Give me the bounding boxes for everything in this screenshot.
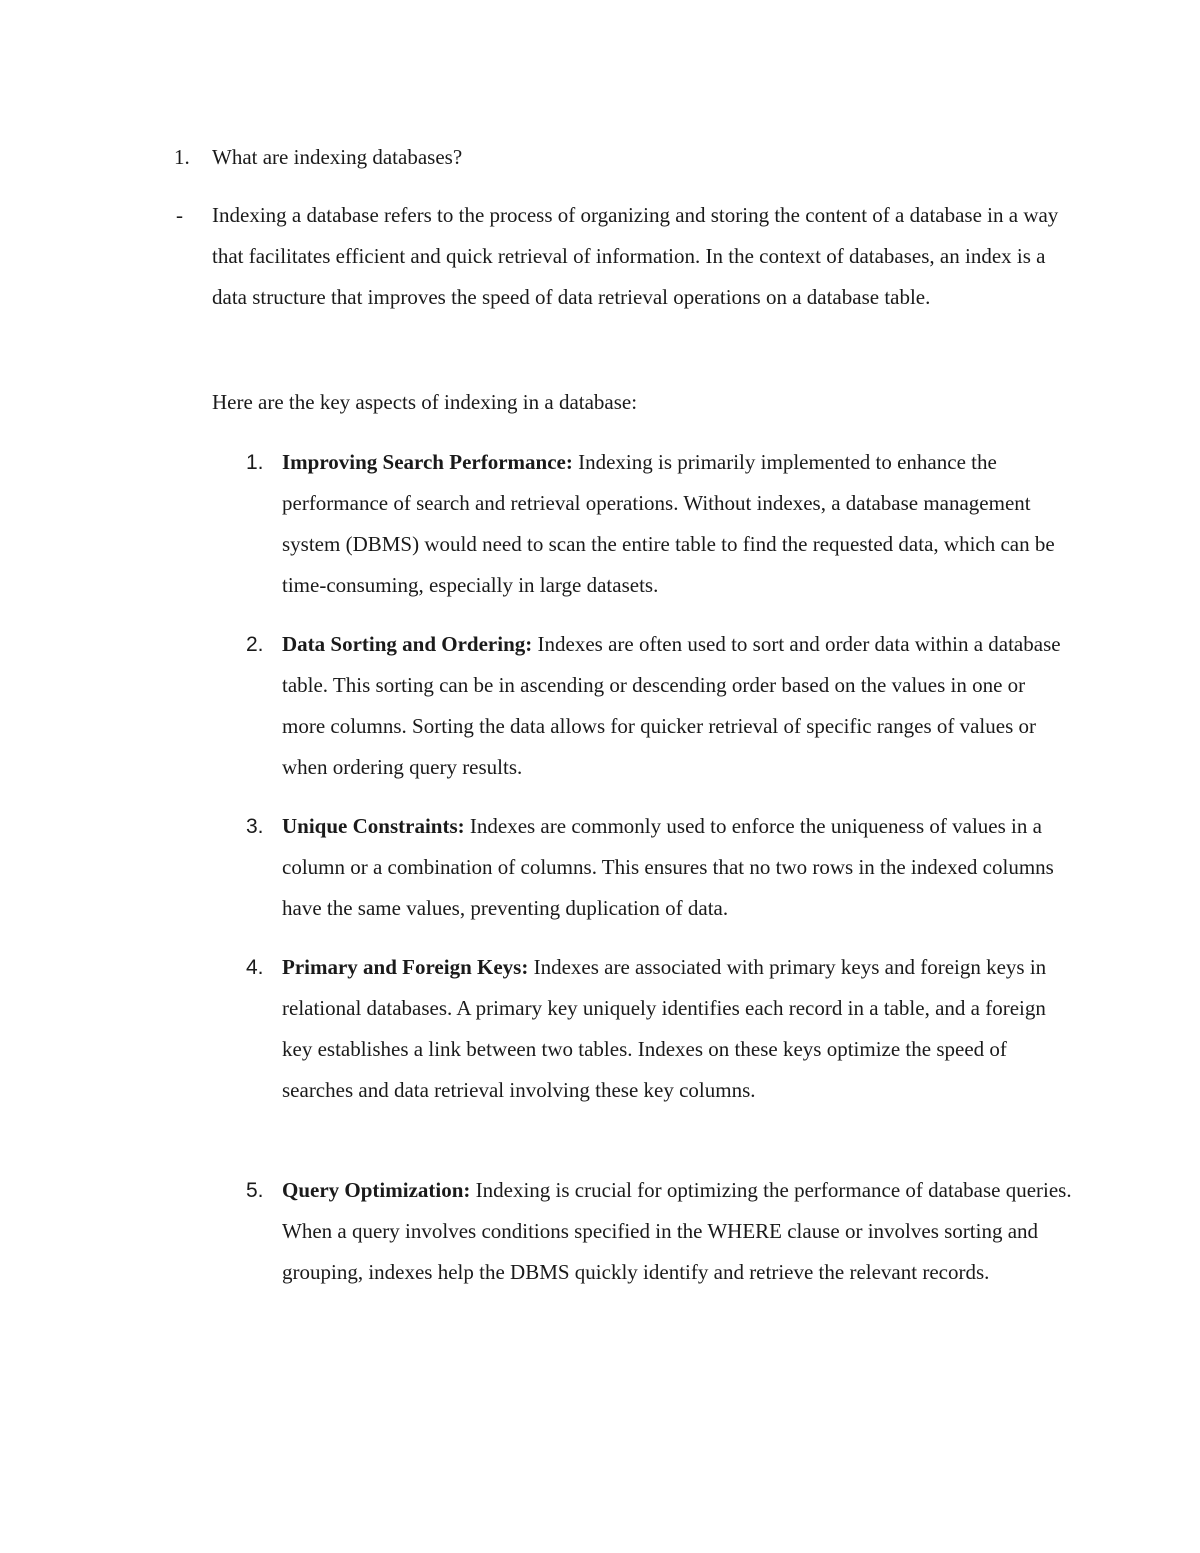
- list-item: [282, 442, 1072, 606]
- list-item-number: 1.: [246, 451, 264, 474]
- answer-paragraph: Indexing a database refers to the process of organizing and storing the content of a database in a way that facilitates efficient and quick retrieval of information. In the context of databases, an index is a data structure that improves the speed of data retrieval operations on a database table.: [212, 203, 1059, 309]
- list-item: [282, 1170, 1072, 1293]
- question-number: 1.: [174, 145, 190, 169]
- list-item: [282, 947, 1072, 1111]
- list-item-title: Primary and Foreign Keys:: [282, 955, 529, 979]
- list-item: [282, 624, 1072, 788]
- list-item-number: 4.: [246, 956, 264, 979]
- question-heading: What are indexing databases?: [212, 145, 463, 169]
- list-item-text: Indexes are associated with primary keys and foreign keys in relational databases. A primary key uniquely identifies each record in a table, and a foreign key establishes a link between two tables. Indexes on these keys optimize the speed of searches and data retrieval involving these key columns.: [282, 955, 1047, 1102]
- aspects-intro: Here are the key aspects of indexing in a database:: [212, 390, 638, 414]
- list-item-title: Data Sorting and Ordering:: [282, 632, 533, 656]
- list-item-title: Improving Search Performance:: [282, 450, 573, 474]
- list-item-number: 5.: [246, 1179, 264, 1202]
- list-item-text: Indexing is primarily implemented to enhance the performance of search and retrieval operations. Without indexes, a database management system (DBMS) would need to scan the entire table to find the requested data, which can be time-consuming, especially in large datasets.: [282, 450, 1055, 597]
- list-item: [282, 806, 1072, 929]
- list-item-title: Query Optimization:: [282, 1178, 471, 1202]
- answer-dash-marker: -: [176, 203, 183, 227]
- list-item-text: Indexes are often used to sort and order data within a database table. This sorting can be in ascending or descending order based on the values in one or more columns. Sorting the data allows for quicker retrieval of specific ranges of values or when ordering query results.: [282, 632, 1061, 779]
- list-item-text: Indexes are commonly used to enforce the uniqueness of values in a column or a combination of columns. This ensures that no two rows in the indexed columns have the same values, preventing duplication of data.: [282, 814, 1054, 920]
- list-item-text: Indexing is crucial for optimizing the performance of database queries. When a query involves conditions specified in the WHERE clause or involves sorting and grouping, indexes help the DBMS quickly identify and retrieve the relevant records.: [282, 1178, 1072, 1284]
- list-item-number: 2.: [246, 633, 264, 656]
- list-item-title: Unique Constraints:: [282, 814, 465, 838]
- list-item-number: 3.: [246, 815, 264, 838]
